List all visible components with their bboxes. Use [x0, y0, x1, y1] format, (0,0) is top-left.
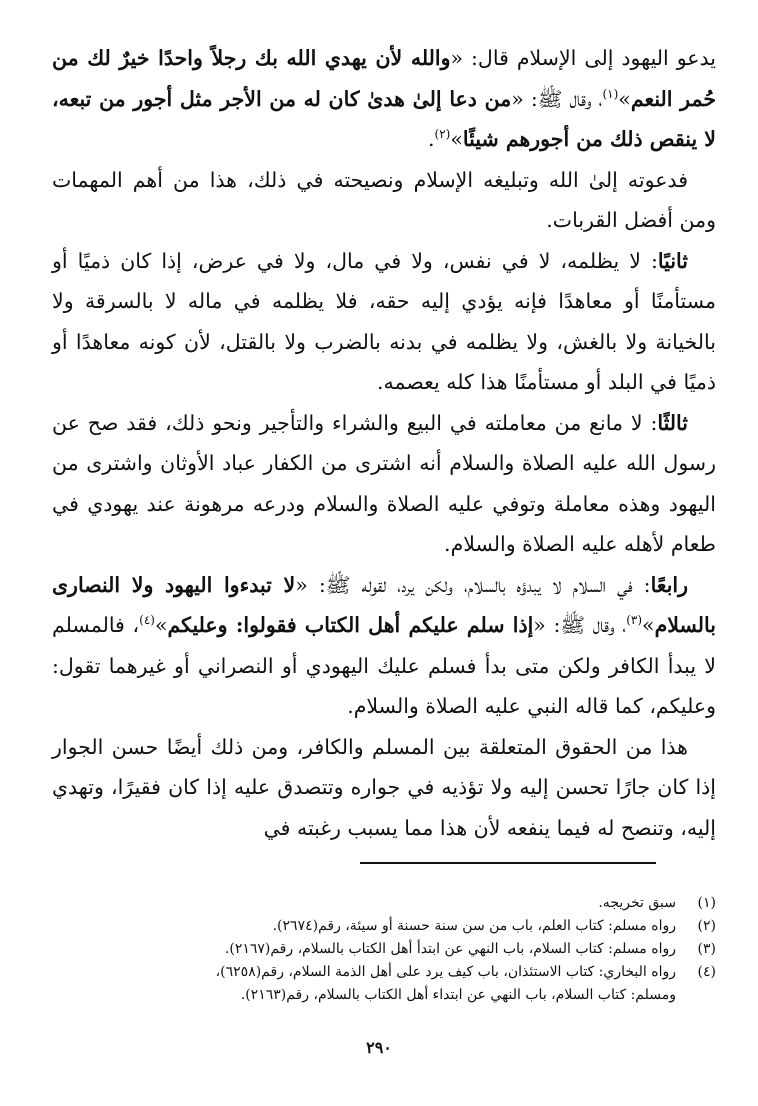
footnote-item	[52, 892, 716, 915]
footnote-ref: (٣)	[626, 613, 643, 628]
paragraph-6: هذا من الحقوق المتعلقة بين المسلم والكافر، ومن ذلك أيضًا حسن الجوار إذا كان جارًا تحسن إليه ولا تؤذيه في جواره وتتصدق عليه إذا كان فقيرًا، وتهدي إليه، وتنصح له فيما ينفعه لأن هذا مما يسبب رغبته في	[52, 734, 716, 840]
section-lead: ثانيًا	[657, 248, 688, 273]
footnote-divider	[360, 862, 656, 864]
paragraph-3: ثانيًا: لا يظلمه، لا في نفس، ولا في مال، ولا في عرض، إذا كان ذميًا أو مستأمنًا أو معاهدًا فإنه يؤدي إليه حقه، فلا يظلمه في ماله لا بالسرقة ولا بالخيانة ولا بالغش، ولا يظلمه في بدنه بالضرب ولا بالقتل، لأن كونه معاهدًا أو ذميًا في البلد أو مستأمنًا هذا كله يعصمه.	[52, 248, 716, 394]
footnote-ref: (٤)	[139, 613, 155, 628]
page-number: ٢٩٠	[366, 1038, 392, 1057]
section-lead: ثالثًا	[657, 410, 688, 435]
footnote-text: رواه مسلم: كتاب العلم، باب من سن سنة حسنة أو سيئة، رقم(٢٦٧٤).	[272, 918, 676, 934]
section-lead: رابعًا	[650, 572, 688, 597]
footnote-continuation: ومسلم: كتاب السلام، باب النهي عن ابتداء أهل الكتاب بالسلام، رقم(٢١٦٣).	[240, 987, 676, 1003]
footnote-text: رواه البخاري: كتاب الاستئذان، باب كيف يرد على أهل الذمة السلام، رقم(٦٢٥٨)،	[215, 964, 676, 980]
hadith-quote: لا تبدءوا اليهود ولا النصارى بالسلام	[52, 572, 716, 637]
footnote-ref: (١)	[602, 86, 619, 101]
paragraph-4: ثالثًا: لا مانع من معاملته في البيع والشراء والتأجير ونحو ذلك، فقد صح عن رسول الله عليه الصلاة والسلام أنه اشترى من الكفار عباد الأوثان واشترى من اليهود وهذه معاملة وتوفي عليه الصلاة والسلام ودرعه مرهونة عند يهودي في طعام لأهله عليه الصلاة والسلام.	[52, 410, 716, 556]
footnote-number: (١)	[697, 895, 716, 911]
footnote-item	[52, 915, 716, 938]
main-text	[52, 38, 716, 848]
footnote-number: (٢)	[697, 918, 716, 934]
hadith-quote: والله لأن يهدي الله بك رجلاً واحدًا خيرٌ لك من حُمر النعم	[52, 46, 716, 111]
footnote-text: سبق تخريجه.	[598, 895, 676, 911]
footnote-text: رواه مسلم: كتاب السلام، باب النهي عن ابتدأ أهل الكتاب بالسلام، رقم(٢١٦٧).	[224, 941, 676, 957]
hadith-quote: إذا سلم عليكم أهل الكتاب فقولوا: وعليكم	[167, 613, 534, 637]
footnote-item	[52, 961, 716, 984]
footnote-number: (٣)	[697, 941, 716, 957]
footnote-ref: (٢)	[434, 127, 451, 142]
paragraph-2: فدعوته إلىٰ الله وتبليغه الإسلام ونصيحته في ذلك، هذا من أهم المهمات ومن أفضل القربات.	[52, 167, 716, 232]
footnote-item	[52, 938, 716, 961]
hadith-quote: من دعا إلىٰ هدىٰ كان له من الأجر مثل أجور من تبعه، لا ينقص ذلك من أجورهم شيئًا	[52, 86, 716, 151]
footnote-number: (٤)	[697, 964, 716, 980]
paragraph-1: يدعو اليهود إلى الإسلام قال: «والله لأن يهدي الله بك رجلاً واحدًا خيرٌ لك من حُمر النعم»$^{(١)}$، وقال ﷺ: «من دعا إلىٰ هدىٰ كان له من الأجر مثل أجور من تبعه، لا ينقص ذلك من أجورهم شيئًا»$^{(٢)}$.	[52, 46, 716, 151]
footnotes	[52, 892, 716, 1007]
paragraph-5: رابعًا: في السلام لا يبدؤه بالسلام، ولكن يرد، لقوله ﷺ: «لا تبدءوا اليهود ولا النصارى بالسلام»$^{(٣)}$، وقال ﷺ: «إذا سلم عليكم أهل الكتاب فقولوا: وعليكم»$^{(٤)}$، فالمسلم لا يبدأ الكافر ولكن متى بدأ فسلم عليك اليهودي أو النصراني أو غيرهما تقول: وعليكم، كما قاله النبي عليه الصلاة والسلام.	[52, 572, 716, 718]
